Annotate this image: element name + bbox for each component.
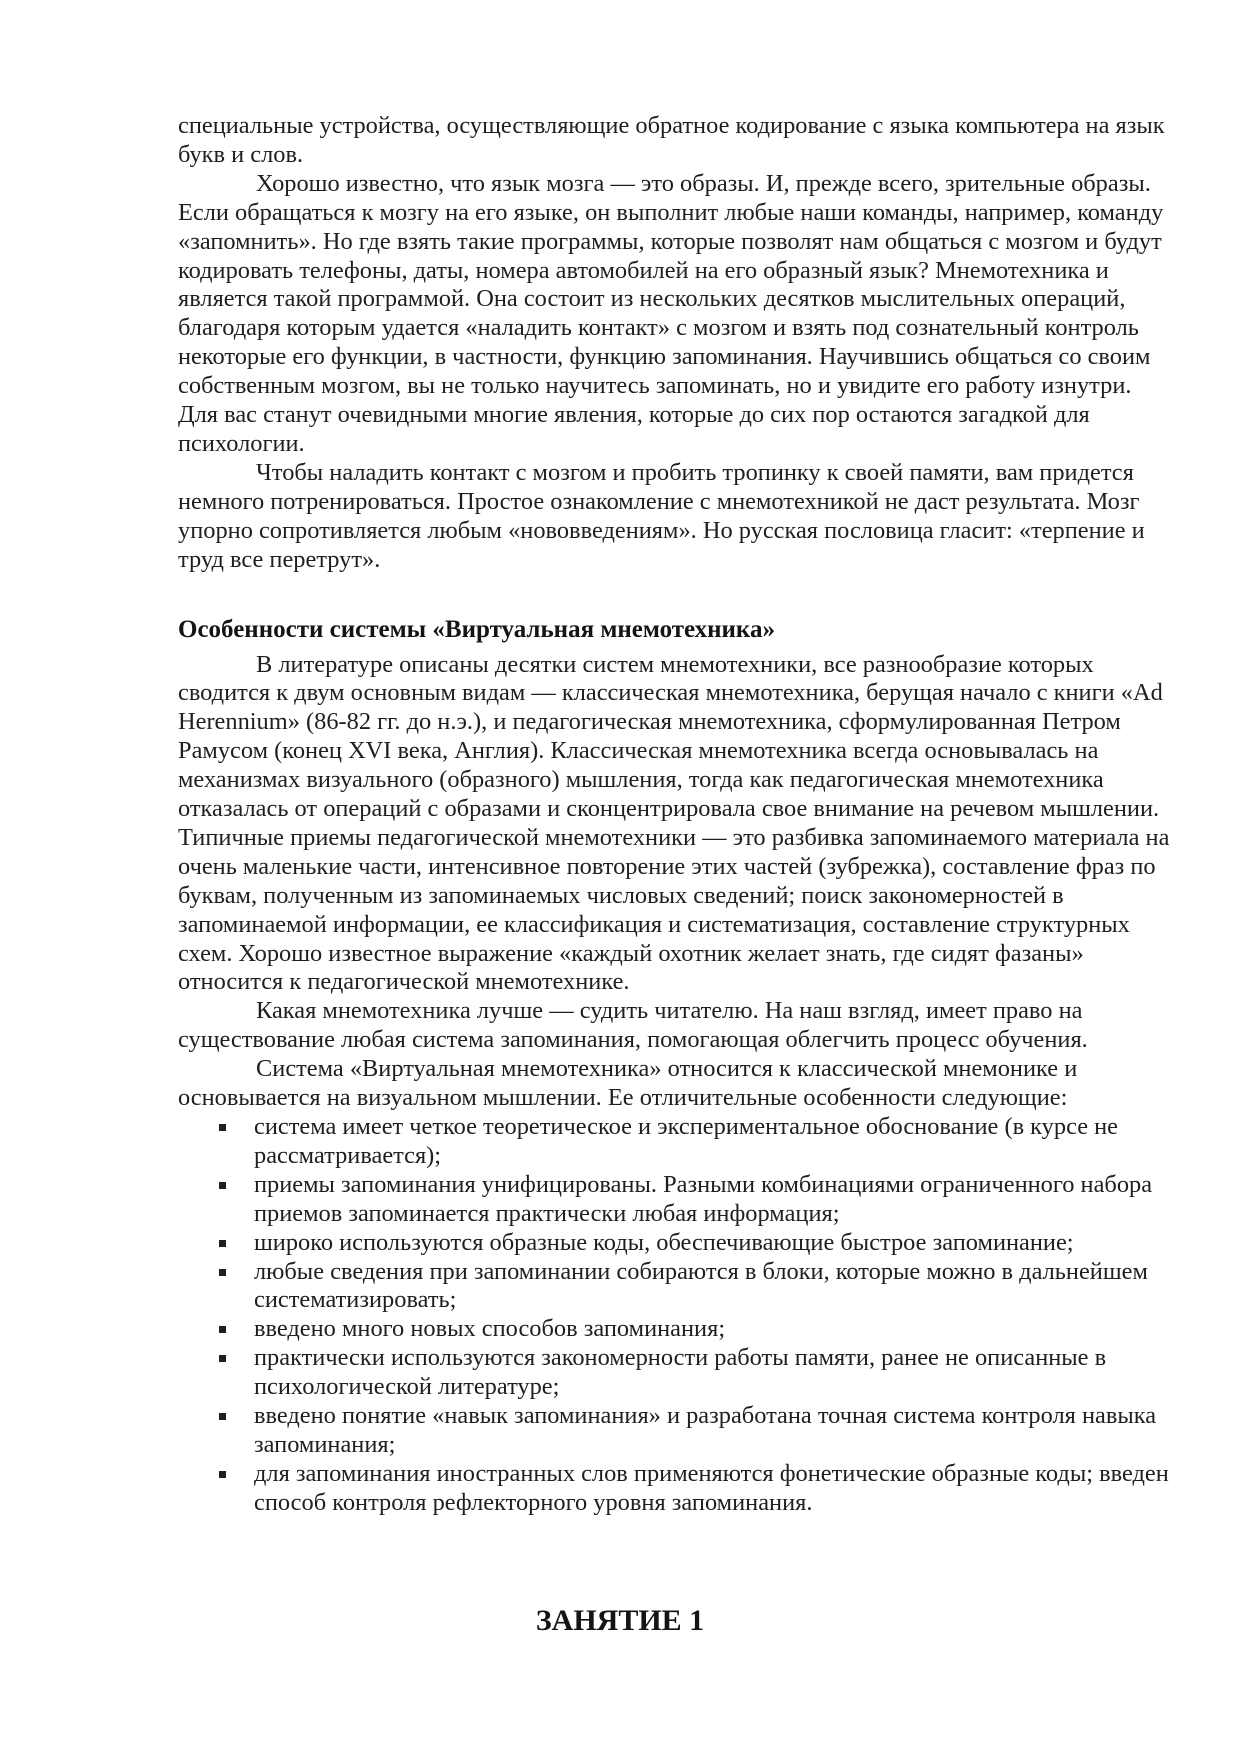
list-item-text: система имеет четкое теоретическое и экспериментальное обоснование (в курсе не рассматривается); xyxy=(254,1113,1118,1169)
square-bullet-icon xyxy=(219,1355,226,1362)
intro-paragraph-continuation: специальные устройства, осуществляющие обратное кодирование с языка компьютера на язык букв и слов. xyxy=(178,112,1165,168)
list-item-text: введено понятие «навык запоминания» и разработана точная система контроля навыка запоминания; xyxy=(254,1402,1157,1458)
list-item-text: любые сведения при запоминании собираются в блоки, которые можно в дальнейшем систематизировать; xyxy=(254,1257,1148,1314)
list-item xyxy=(178,1113,1170,1171)
list-item-text: приемы запоминания унифицированы. Разными комбинациями ограниченного набора приемов запоминается практически любая информация; xyxy=(254,1170,1153,1227)
square-bullet-icon xyxy=(219,1269,226,1276)
square-bullet-icon xyxy=(219,1326,226,1333)
section-paragraph-history: В литературе описаны десятки систем мнемотехники, все разнообразие которых сводится к двум основным видам — классическая мнемотехника, берущая начало с книги «Ad Herennium» (86-82 гг. до н.э.), и педагогическая мнемотехника, сформулированная Петром Рамусом (конец XVI века, Англия). Классическая мнемотехника всегда основывалась на механизмах визуального (образного) мышления, тогда как педагогическая мнемотехника отказалась от операций с образами и сконцентрировала свое внимание на речевом мышлении. Типичные приемы педагогической мнемотехники — это разбивка запоминаемого материала на очень маленькие части, интенсивное повторение этих частей (зубрежка), составление фраз по буквам, полученным из запоминаемых числовых сведений; поиск закономерностей в запоминаемой информации, ее классификация и систематизация, составление структурных схем. Хорошо известное выражение «каждый охотник желает знать, где сидят фазаны» относится к педагогической мнемотехнике. xyxy=(178,650,1170,996)
list-item xyxy=(178,1229,1170,1258)
list-item-text: введено много новых способов запоминания; xyxy=(254,1315,726,1343)
list-item-text: широко используются образные коды, обеспечивающие быстрое запоминание; xyxy=(254,1228,1074,1256)
list-item xyxy=(178,1315,1170,1344)
square-bullet-icon xyxy=(219,1182,226,1189)
features-list xyxy=(178,1113,1170,1518)
list-item xyxy=(178,1402,1170,1460)
list-item-text: практически используются закономерности работы памяти, ранее не описанные в психологической литературе; xyxy=(254,1344,1107,1401)
square-bullet-icon xyxy=(219,1124,226,1131)
list-item xyxy=(178,1171,1170,1229)
section-paragraph-opinion: Какая мнемотехника лучше — судить читателю. На наш взгляд, имеет право на существование любая система запоминания, помогающая облегчить процесс обучения. xyxy=(178,997,1088,1054)
page-body xyxy=(178,112,1170,1518)
intro-paragraph-brain-language: Хорошо известно, что язык мозга — это образы. И, прежде всего, зрительные образы. Если обращаться к мозгу на его языке, он выполнит любые наши команды, например, команду «запомнить». Но где взять такие программы, которые позволят нам общаться с мозгом и будут кодировать телефоны, даты, номера автомобилей на его образный язык? Мнемотехника и является такой программой. Она состоит из нескольких десятков мыслительных операций, благодаря которым удается «наладить контакт» с мозгом и взять под сознательный контроль некоторые его функции, в частности, функцию запоминания. Научившись общаться со своим собственным мозгом, вы не только научитесь запоминать, но и увидите его работу изнутри. Для вас станут очевидными многие явления, которые до сих пор остаются загадкой для психологии. xyxy=(178,169,1164,457)
lesson-heading: ЗАНЯТИЕ 1 xyxy=(535,1604,705,1637)
square-bullet-icon xyxy=(219,1240,226,1247)
square-bullet-icon xyxy=(219,1413,226,1420)
list-item-text: для запоминания иностранных слов применяются фонетические образные коды; введен способ контроля рефлекторного уровня запоминания. xyxy=(254,1459,1169,1516)
list-item xyxy=(178,1344,1170,1402)
section-paragraph-features-intro: Система «Виртуальная мнемотехника» относится к классической мнемонике и основывается на визуальном мышлении. Ее отличительные особенности следующие: xyxy=(178,1055,1078,1112)
intro-paragraph-training: Чтобы наладить контакт с мозгом и пробить тропинку к своей памяти, вам придется немного потренироваться. Простое ознакомление с мнемотехникой не даст результата. Мозг упорно сопротивляется любым «нововведениям». Но русская пословица гласит: «терпение и труд все перетрут». xyxy=(178,458,1145,573)
list-item xyxy=(178,1258,1170,1316)
list-item xyxy=(178,1460,1170,1518)
section-heading: Особенности системы «Виртуальная мнемотехника» xyxy=(178,615,775,643)
square-bullet-icon xyxy=(219,1471,226,1478)
